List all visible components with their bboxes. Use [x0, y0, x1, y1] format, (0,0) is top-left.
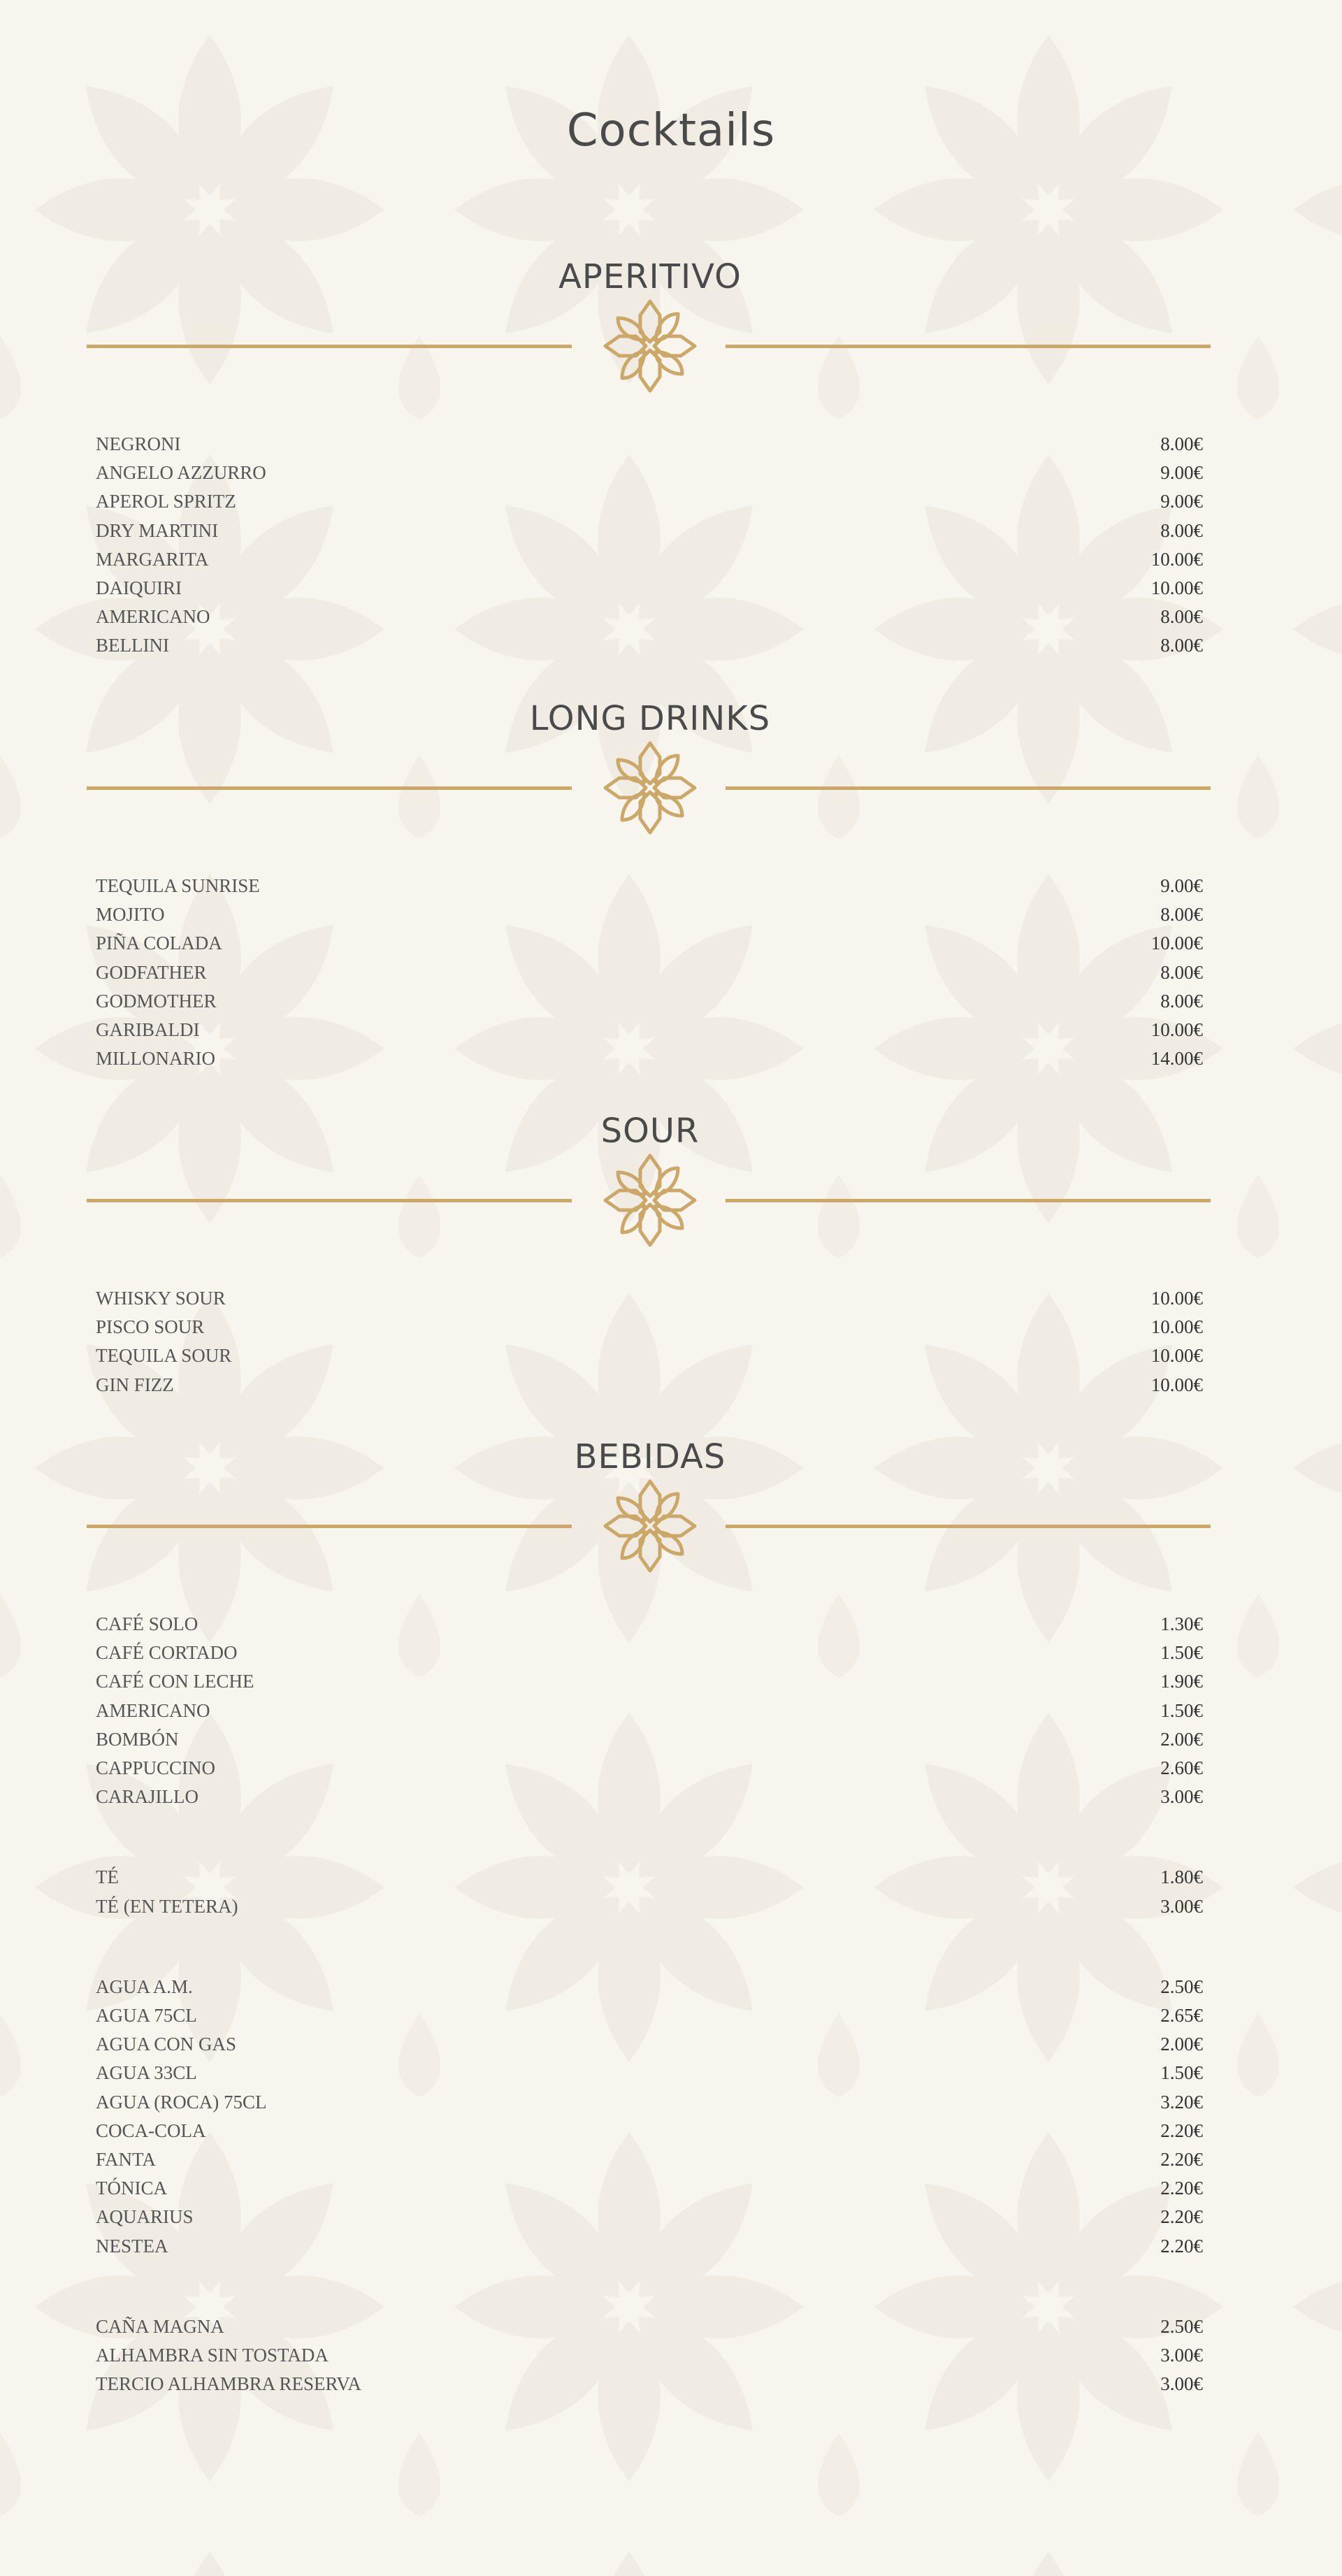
- menu-item: [96, 1374, 1203, 1402]
- menu-item-price: 10.00€: [1150, 1374, 1203, 1395]
- menu-item-name: TÉ: [96, 1866, 119, 1887]
- menu-item-name: MARGARITA: [96, 549, 209, 570]
- menu-item: [96, 1316, 1203, 1344]
- menu-item-name: GIN FIZZ: [96, 1374, 174, 1395]
- menu-item-name: NESTEA: [96, 2236, 168, 2257]
- menu-item-price: 2.00€: [1160, 1729, 1203, 1750]
- divider-line-right: [726, 1525, 1211, 1528]
- menu-item-price: 8.00€: [1160, 433, 1203, 454]
- menu-item-name: PIÑA COLADA: [96, 933, 222, 954]
- menu-item: [96, 2120, 1203, 2148]
- divider-line-right: [726, 786, 1211, 790]
- menu-item-name: CAFÉ CORTADO: [96, 1642, 238, 1663]
- menu-item-price: 1.30€: [1160, 1613, 1203, 1634]
- menu-item-price: 10.00€: [1150, 1316, 1203, 1337]
- menu-item: [96, 1671, 1203, 1699]
- menu-item-name: CAÑA MAGNA: [96, 2316, 224, 2337]
- menu-item-name: CAFÉ SOLO: [96, 1613, 199, 1634]
- menu-item-name: CARAJILLO: [96, 1786, 199, 1807]
- menu-item-name: MOJITO: [96, 904, 165, 925]
- menu-item-price: 2.60€: [1160, 1757, 1203, 1778]
- menu-item: [96, 1019, 1203, 1047]
- lotus-flower-icon: [601, 1477, 699, 1575]
- menu-item: [96, 1729, 1203, 1757]
- menu-item-price: 2.50€: [1160, 2316, 1203, 2337]
- menu-item-price: 3.00€: [1160, 2345, 1203, 2366]
- menu-item-price: 10.00€: [1150, 1345, 1203, 1366]
- lotus-flower-icon: [601, 1151, 699, 1249]
- menu-item: [96, 1048, 1203, 1076]
- menu-item: [96, 635, 1203, 663]
- divider-line-left: [87, 345, 572, 348]
- menu-item: [96, 2062, 1203, 2090]
- menu-item: [96, 2092, 1203, 2120]
- menu-item: [96, 1613, 1203, 1641]
- menu-item: [96, 991, 1203, 1019]
- menu-item-price: 1.80€: [1160, 1866, 1203, 1887]
- menu-item: [96, 2373, 1203, 2401]
- menu-item: [96, 1976, 1203, 2004]
- menu-item-price: 10.00€: [1150, 1288, 1203, 1309]
- menu-item: [96, 520, 1203, 548]
- section-title: SOUR: [600, 1111, 700, 1151]
- menu-item: [96, 2178, 1203, 2206]
- menu-item: [96, 1896, 1203, 1924]
- menu-item-price: 10.00€: [1150, 549, 1203, 570]
- divider-line-left: [87, 1199, 572, 1202]
- menu-item-price: 8.00€: [1160, 635, 1203, 656]
- menu-item-name: FANTA: [96, 2149, 156, 2170]
- menu-item-name: MILLONARIO: [96, 1048, 215, 1069]
- menu-item-price: 1.90€: [1160, 1671, 1203, 1692]
- menu-item-price: 1.50€: [1160, 1700, 1203, 1721]
- menu-item-name: AGUA 75CL: [96, 2005, 197, 2026]
- menu-item: [96, 1866, 1203, 1894]
- menu-item-name: ANGELO AZZURRO: [96, 462, 266, 483]
- menu-item: [96, 2206, 1203, 2234]
- divider-line-right: [726, 1199, 1211, 1202]
- menu-item-price: 8.00€: [1160, 606, 1203, 627]
- menu-item-name: AGUA A.M.: [96, 1976, 193, 1997]
- menu-item-price: 9.00€: [1160, 875, 1203, 896]
- menu-item-price: 2.20€: [1160, 2236, 1203, 2257]
- menu-item: [96, 962, 1203, 990]
- menu-item-price: 8.00€: [1160, 962, 1203, 983]
- menu-item-name: COCA-COLA: [96, 2120, 206, 2141]
- page-title: Cocktails: [566, 105, 776, 157]
- menu-item-name: BELLINI: [96, 635, 169, 656]
- menu-item-name: TERCIO ALHAMBRA RESERVA: [96, 2373, 361, 2394]
- menu-item-price: 10.00€: [1150, 577, 1203, 598]
- menu-item-name: TEQUILA SOUR: [96, 1345, 232, 1366]
- menu-item-price: 8.00€: [1160, 520, 1203, 541]
- menu-item: [96, 462, 1203, 490]
- menu-item-name: GODMOTHER: [96, 991, 217, 1012]
- divider-line-left: [87, 786, 572, 790]
- menu-item-price: 3.20€: [1160, 2092, 1203, 2113]
- menu-item-price: 2.20€: [1160, 2178, 1203, 2199]
- menu-item: [96, 606, 1203, 634]
- menu-item-price: 3.00€: [1160, 1786, 1203, 1807]
- menu-item-name: GARIBALDI: [96, 1019, 200, 1040]
- menu-item: [96, 491, 1203, 519]
- divider-line-left: [87, 1525, 572, 1528]
- menu-item-name: BOMBÓN: [96, 1729, 179, 1750]
- menu-item: [96, 1757, 1203, 1785]
- section-title: LONG DRINKS: [529, 699, 771, 738]
- menu-item-name: AQUARIUS: [96, 2206, 194, 2227]
- menu-item-price: 2.00€: [1160, 2034, 1203, 2055]
- menu-item: [96, 433, 1203, 461]
- menu-item-name: AGUA CON GAS: [96, 2034, 237, 2055]
- menu-item-price: 3.00€: [1160, 2373, 1203, 2394]
- menu-item-name: APEROL SPRITZ: [96, 491, 236, 512]
- lotus-flower-icon: [601, 297, 699, 395]
- menu-item-price: 9.00€: [1160, 462, 1203, 483]
- menu-item-name: AGUA (ROCA) 75CL: [96, 2092, 267, 2113]
- menu-item: [96, 2345, 1203, 2373]
- menu-item: [96, 2236, 1203, 2264]
- menu-item-price: 2.20€: [1160, 2120, 1203, 2141]
- menu-item: [96, 904, 1203, 932]
- menu-item-price: 10.00€: [1150, 1019, 1203, 1040]
- menu-item: [96, 1345, 1203, 1373]
- menu-item-name: NEGRONI: [96, 433, 181, 454]
- menu-item-price: 1.50€: [1160, 2062, 1203, 2083]
- divider-line-right: [726, 345, 1211, 348]
- menu-item-name: TÉ (EN TETERA): [96, 1896, 238, 1917]
- menu-item-name: AGUA 33CL: [96, 2062, 197, 2083]
- menu-item: [96, 577, 1203, 605]
- menu-item: [96, 2316, 1203, 2344]
- menu-item-name: TEQUILA SUNRISE: [96, 875, 260, 896]
- menu-item: [96, 2149, 1203, 2177]
- section-title: BEBIDAS: [574, 1437, 726, 1476]
- menu-item-price: 2.20€: [1160, 2149, 1203, 2170]
- menu-item-price: 2.20€: [1160, 2206, 1203, 2227]
- menu-item-name: GODFATHER: [96, 962, 207, 983]
- menu-item-price: 10.00€: [1150, 933, 1203, 954]
- menu-item-price: 2.65€: [1160, 2005, 1203, 2026]
- menu-item: [96, 875, 1203, 903]
- menu-item: [96, 1786, 1203, 1814]
- menu-item-name: AMERICANO: [96, 1700, 210, 1721]
- menu-item-name: AMERICANO: [96, 606, 210, 627]
- menu-item: [96, 1288, 1203, 1316]
- menu-item-price: 8.00€: [1160, 904, 1203, 925]
- menu-item-name: TÓNICA: [96, 2178, 167, 2199]
- menu-item-name: CAFÉ CON LECHE: [96, 1671, 254, 1692]
- menu-item-price: 3.00€: [1160, 1896, 1203, 1917]
- menu-item-price: 1.50€: [1160, 1642, 1203, 1663]
- menu-item: [96, 1642, 1203, 1670]
- menu-item: [96, 2005, 1203, 2033]
- menu-item-name: ALHAMBRA SIN TOSTADA: [96, 2345, 329, 2366]
- menu-item-name: DRY MARTINI: [96, 520, 219, 541]
- menu-item-name: CAPPUCCINO: [96, 1757, 216, 1778]
- menu-item: [96, 549, 1203, 577]
- menu-item-name: DAIQUIRI: [96, 577, 182, 598]
- lotus-flower-icon: [601, 739, 699, 837]
- menu-item-price: 2.50€: [1160, 1976, 1203, 1997]
- section-title: APERITIVO: [558, 257, 742, 296]
- menu-item: [96, 933, 1203, 960]
- menu-item-price: 14.00€: [1150, 1048, 1203, 1069]
- menu-item: [96, 1700, 1203, 1728]
- menu-item-name: WHISKY SOUR: [96, 1288, 226, 1309]
- menu-item-price: 8.00€: [1160, 991, 1203, 1012]
- menu-item-price: 9.00€: [1160, 491, 1203, 512]
- menu-item-name: PISCO SOUR: [96, 1316, 205, 1337]
- menu-item: [96, 2034, 1203, 2061]
